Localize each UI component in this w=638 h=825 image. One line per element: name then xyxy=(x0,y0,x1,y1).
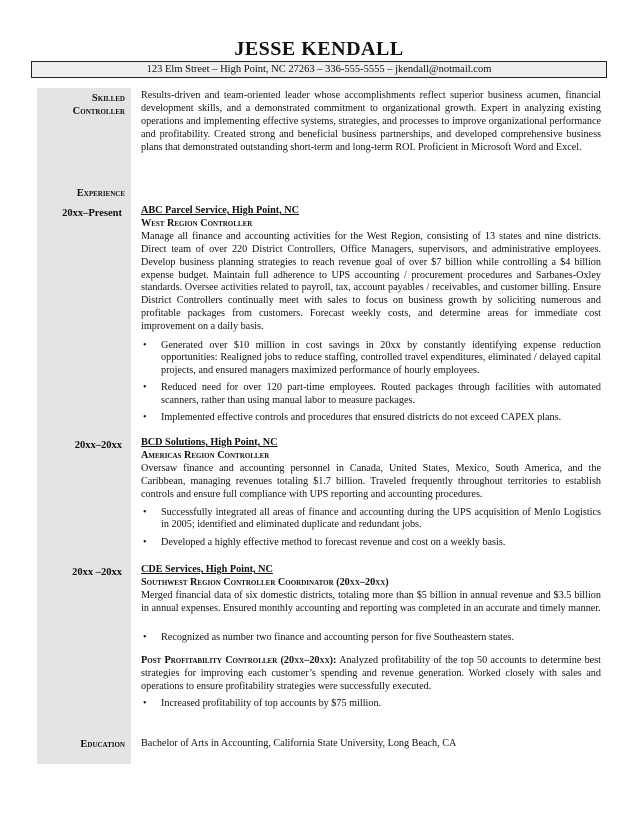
job-bullets xyxy=(141,632,601,649)
job-company: ABC Parcel Service, High Point, NC xyxy=(141,205,299,216)
list-item: • Successfully integrated all areas of finance and accounting during the UPS acquisition of Menlo Logistics in 2005; identified and eliminated duplicate and redundant jobs. xyxy=(141,507,601,532)
summary-text: Results-driven and team-oriented leader whose accomplishments reflect superior business acumen, financial development skills, and a demonstrated commitment to organizational growth. Expert in analyzing existing operations and implementing effective systems, strategies, and processes to improve organizational performance and profitability. Created strong and beneficial business partnerships, and developed comprehensive business plans that demonstrated outstanding short-term and long-term ROI. Proficient in Microsoft Word and Excel. xyxy=(141,90,601,153)
job-description: Oversaw finance and accounting personnel in Canada, United States, Mexico, South America, and the Caribbean, managing revenues totaling $1.7 billion. Traveled frequently throughout territories to establish controls and ensure full compliance with UPS reporting and accounting procedures. xyxy=(141,462,601,500)
list-item: • Developed a highly effective method to forecast revenue and cost on a weekly basis. xyxy=(141,537,601,549)
job-bullets xyxy=(141,698,601,715)
second-role-text: Analyzed profitability of the top 50 accounts to determine best strategies for improving each customer’s spending and revenue generation. Worked closely with sales and operations to ensure profitability strategies were successfully executed. xyxy=(141,655,601,692)
list-item: • Generated over $10 million in cost savings in 20xx by constantly identifying expense reduction opportunities: Realigned jobs to reduce staffing, controlled travel expenditures, eliminated / delayed capital projects, and ensured managers maximized performance of hourly employees. xyxy=(141,340,601,377)
job-role: West Region Controller xyxy=(141,217,253,229)
experience-label: Experience xyxy=(76,188,125,199)
job-entry xyxy=(141,437,601,502)
job-company: CDE Services, High Point, NC xyxy=(141,564,273,575)
job-role: Americas Region Controller xyxy=(141,449,270,461)
job-description: Merged financial data of six domestic districts, totaling more than $5 billion in annual revenue and $3.5 billion in annual expenses. Ensured monthly accounting and reporting was completed in an accurate and timely manner. xyxy=(141,589,601,614)
job-description: Manage all finance and accounting activities for the West Region, consisting of 13 states and nine districts. Direct team of over 220 District Controllers, Office Managers, supervisors, and administrative employees. Develop business planning strategies to reach revenue goal of over $7 billion while controlling a $4 billion expense budget. Maintain full adherence to UPS accounting / procurement procedures and Sarbanes-Oxley standards. Oversee activities related to payroll, tax, account payables / receivables, and customer billing. Ensure District Controllers continually meet with sales to focus on business growth by soliciting numerous and profitable packages from customers. Forecast weekly costs, and determine areas for immediate cost improvement on a daily basis. xyxy=(141,230,601,333)
candidate-name: JESSE KENDALL xyxy=(234,38,404,60)
list-item: • Implemented effective controls and procedures that ensured districts do not exceed CAPEX plans. xyxy=(141,412,601,424)
job-second-role xyxy=(141,655,601,694)
summary-label: Skilled Controller xyxy=(72,93,125,117)
job-dates: 20xx –20xx xyxy=(72,567,122,578)
job-company: BCD Solutions, High Point, NC xyxy=(141,437,278,448)
job-bullets xyxy=(141,340,601,429)
list-item: • Reduced need for over 120 part-time employees. Routed packages through facilities with automated scanners, rather than using manual labor to measure packages. xyxy=(141,382,601,407)
job-dates: 20xx–Present xyxy=(62,208,122,219)
second-role-label: Post Profitability Controller (20xx–20xx): xyxy=(141,655,337,666)
list-item: • Increased profitability of top accounts by $75 million. xyxy=(141,698,601,710)
job-role: Southwest Region Controller Coordinator (20xx–20xx) xyxy=(141,576,389,588)
education-text: Bachelor of Arts in Accounting, California State University, Long Beach, CA xyxy=(141,738,457,749)
list-item: • Recognized as number two finance and accounting person for five Southeastern states. xyxy=(141,632,601,644)
job-dates: 20xx–20xx xyxy=(74,440,122,451)
job-bullets xyxy=(141,507,601,554)
job-entry xyxy=(141,564,601,616)
education-label: Education xyxy=(80,739,125,750)
contact-bar: 123 Elm Street – High Point, NC 27263 – 336-555-5555 – jkendall@notmail.com xyxy=(31,61,607,78)
job-entry xyxy=(141,205,601,334)
